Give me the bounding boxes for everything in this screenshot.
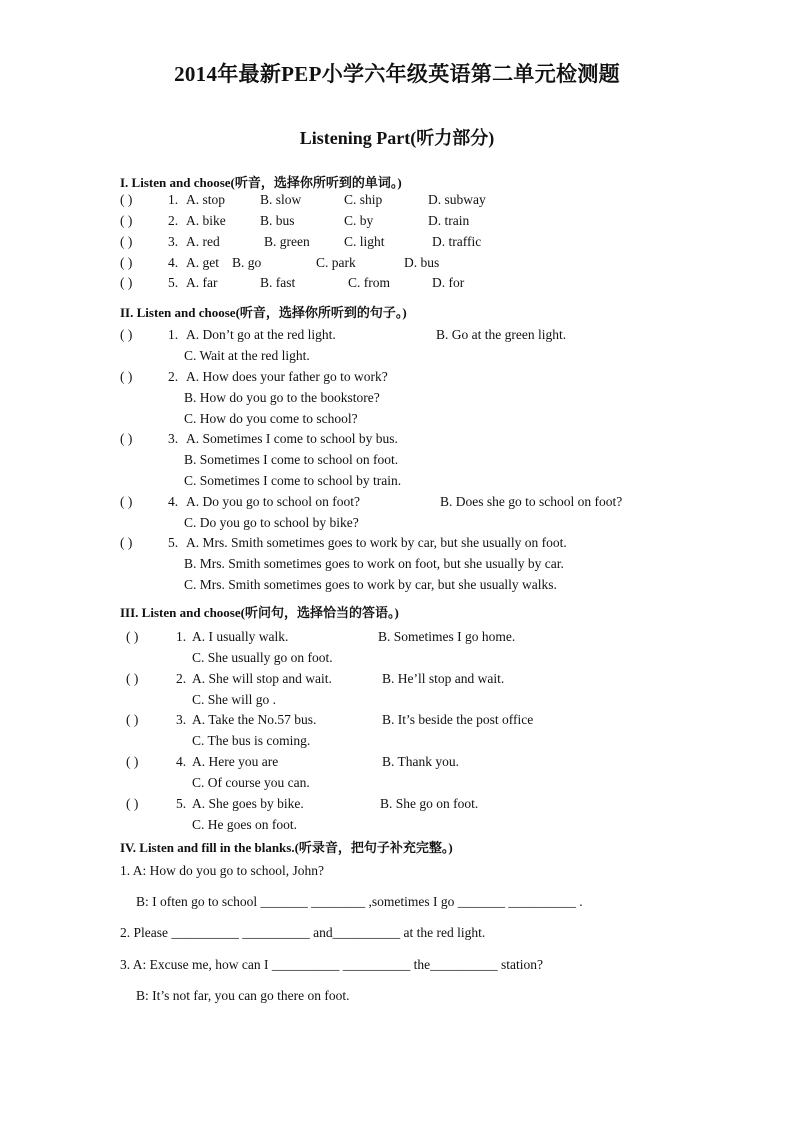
option-b: B. Sometimes I come to school on foot. (184, 452, 399, 467)
item-number: 5. (168, 535, 179, 550)
answer-blank[interactable]: ( ) (126, 629, 139, 644)
option-a: A. Sometimes I come to school by bus. (186, 431, 398, 446)
answer-blank[interactable]: ( ) (120, 494, 133, 509)
option-c: C. He goes on foot. (192, 817, 297, 832)
fill-line-2[interactable]: 2. Please __________ __________ and__________ at the red light. (120, 925, 486, 940)
fill-line-1b[interactable]: B: I often go to school _______ ________ ,sometimes I go _______ __________ . (136, 894, 583, 909)
option-a: A. I usually walk. (192, 629, 289, 644)
item-number: 5. (168, 275, 179, 290)
answer-blank[interactable]: ( ) (126, 754, 139, 769)
option-b: B. Sometimes I go home. (378, 629, 516, 644)
option-b: B. fast (260, 275, 296, 290)
option-b: B. green (264, 234, 310, 249)
option-c: C. How do you come to school? (184, 411, 358, 426)
answer-blank[interactable]: ( ) (120, 327, 133, 342)
option-c: C. Of course you can. (192, 775, 310, 790)
answer-blank[interactable]: ( ) (120, 192, 133, 207)
option-c: C. Sometimes I come to school by train. (184, 473, 402, 488)
option-d: D. train (428, 213, 470, 228)
section-3-heading: III. Listen and choose(听问句，选择恰当的答语。) (120, 605, 399, 620)
option-a: A. She goes by bike. (192, 796, 304, 811)
option-a: A. How does your father go to work? (186, 369, 388, 384)
section-1-heading: I. Listen and choose(听音，选择你所听到的单词。) (120, 175, 402, 190)
option-a: A. Here you are (192, 754, 279, 769)
option-c: C. Do you go to school by bike? (184, 515, 359, 530)
item-number: 1. (176, 629, 187, 644)
option-d: D. for (432, 275, 465, 290)
option-d: D. traffic (432, 234, 482, 249)
option-b: B. bus (260, 213, 295, 228)
answer-blank[interactable]: ( ) (120, 234, 133, 249)
page-subtitle: Listening Part(听力部分) (299, 128, 495, 148)
answer-blank[interactable]: ( ) (126, 671, 139, 686)
option-a: A. stop (186, 192, 226, 207)
option-d: D. bus (404, 255, 440, 270)
option-a: A. far (186, 275, 218, 290)
option-b: B. She go on foot. (380, 796, 479, 811)
option-c: C. ship (344, 192, 383, 207)
option-b: B. How do you go to the bookstore? (184, 390, 380, 405)
option-b: B. Go at the green light. (436, 327, 567, 342)
option-c: C. light (344, 234, 385, 249)
item-number: 3. (168, 234, 179, 249)
option-c: C. from (348, 275, 390, 290)
option-b: B. Mrs. Smith sometimes goes to work on foot, but she usually by car. (184, 556, 564, 571)
option-a: A. Do you go to school on foot? (186, 494, 360, 509)
option-a: A. red (186, 234, 220, 249)
answer-blank[interactable]: ( ) (126, 796, 139, 811)
option-b: B. Does she go to school on foot? (440, 494, 623, 509)
option-c: C. by (344, 213, 374, 228)
fill-line-3b: B: It’s not far, you can go there on foot. (136, 988, 350, 1003)
option-b: B. slow (260, 192, 302, 207)
option-c: C. She will go . (192, 692, 277, 707)
option-b: B. It’s beside the post office (382, 712, 534, 727)
answer-blank[interactable]: ( ) (120, 431, 133, 446)
item-number: 1. (168, 327, 179, 342)
item-number: 2. (168, 369, 179, 384)
answer-blank[interactable]: ( ) (120, 535, 133, 550)
option-a: A. Mrs. Smith sometimes goes to work by car, but she usually on foot. (186, 535, 567, 550)
option-a: A. She will stop and wait. (192, 671, 332, 686)
item-number: 4. (168, 255, 179, 270)
item-number: 2. (176, 671, 187, 686)
item-number: 4. (176, 754, 187, 769)
option-c: C. Mrs. Smith sometimes goes to work by car, but she usually walks. (184, 577, 557, 592)
answer-blank[interactable]: ( ) (120, 255, 133, 270)
item-number: 3. (168, 431, 179, 446)
option-a: A. bike (186, 213, 226, 228)
option-c: C. Wait at the red light. (184, 348, 310, 363)
option-a: A. get (186, 255, 219, 270)
option-c: C. She usually go on foot. (192, 650, 333, 665)
item-number: 2. (168, 213, 179, 228)
answer-blank[interactable]: ( ) (120, 213, 133, 228)
page-title: 2014年最新PEP小学六年级英语第二单元检测题 (174, 62, 620, 86)
answer-blank[interactable]: ( ) (120, 275, 133, 290)
section-4-heading: IV. Listen and fill in the blanks.(听录音，把句子补充完整。) (120, 840, 453, 855)
option-c: C. park (316, 255, 356, 270)
item-number: 3. (176, 712, 187, 727)
option-b: B. go (232, 255, 262, 270)
item-number: 4. (168, 494, 179, 509)
section-2-heading: II. Listen and choose(听音，选择你所听到的句子。) (120, 305, 407, 320)
option-d: D. subway (428, 192, 486, 207)
fill-line-1a: 1. A: How do you go to school, John? (120, 863, 324, 878)
option-a: A. Don’t go at the red light. (186, 327, 336, 342)
answer-blank[interactable]: ( ) (120, 369, 133, 384)
answer-blank[interactable]: ( ) (126, 712, 139, 727)
option-b: B. He’ll stop and wait. (382, 671, 505, 686)
fill-line-3a[interactable]: 3. A: Excuse me, how can I __________ __________ the__________ station? (120, 957, 543, 972)
option-c: C. The bus is coming. (192, 733, 311, 748)
item-number: 5. (176, 796, 187, 811)
option-a: A. Take the No.57 bus. (192, 712, 317, 727)
item-number: 1. (168, 192, 179, 207)
option-b: B. Thank you. (382, 754, 459, 769)
